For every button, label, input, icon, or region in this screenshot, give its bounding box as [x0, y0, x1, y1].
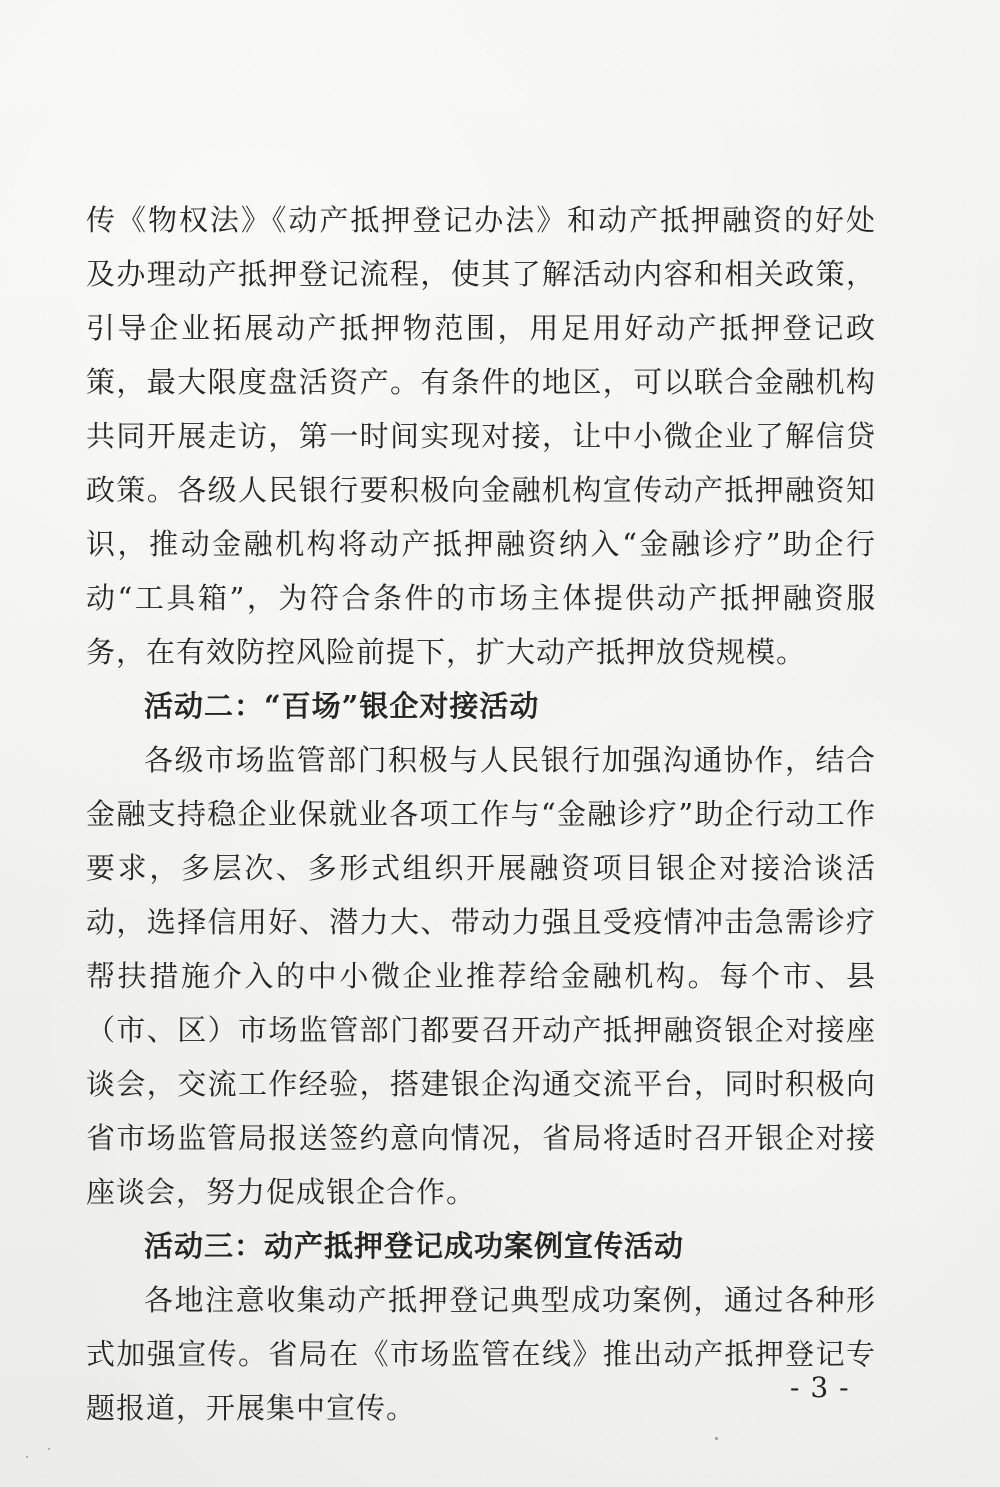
activity-two-paragraph: 各级市场监管部门积极与人民银行加强沟通协作，结合金融支持稳企业保就业各项工作与“金融诊疗”助企行动工作要求，多层次、多形式组织开展融资项目银企对接洽谈活动，选择信用好、潜力大、带动力强且受疫情冲击急需诊疗帮扶措施介入的中小微企业推荐给金融机构。每个市、县（市、区）市场监管部门都要召开动产抵押融资银企对接座谈会，交流工作经验，搭建银企沟通交流平台，同时积极向省市场监管局报送签约意向情况，省局将适时召开银企对接座谈会，努力促成银企合作。: [86, 743, 876, 1209]
activity-two-heading: 活动二：“百场”银企对接活动: [144, 689, 540, 723]
scan-speck: [48, 1448, 50, 1450]
activity-three-heading: 活动三：动产抵押登记成功案例宣传活动: [144, 1229, 685, 1263]
document-body: [86, 193, 876, 1435]
page-number: - 3 -: [790, 1371, 850, 1404]
activity-three-paragraph: 各地注意收集动产抵押登记典型成功案例，通过各种形式加强宣传。省局在《市场监管在线》推出动产抵押登记专题报道，开展集中宣传。: [86, 1283, 876, 1425]
scan-speck: [715, 1437, 718, 1440]
scan-speck: [26, 1456, 28, 1458]
paragraph-continued: 传《物权法》《动产抵押登记办法》和动产抵押融资的好处及办理动产抵押登记流程，使其了解活动内容和相关政策，引导企业拓展动产抵押物范围，用足用好动产抵押登记政策，最大限度盘活资产。有条件的地区，可以联合金融机构共同开展走访，第一时间实现对接，让中小微企业了解信贷政策。各级人民银行要积极向金融机构宣传动产抵押融资知识，推动金融机构将动产抵押融资纳入“金融诊疗”助企行动“工具箱”，为符合条件的市场主体提供动产抵押融资服务，在有效防控风险前提下，扩大动产抵押放贷规模。: [86, 203, 876, 669]
